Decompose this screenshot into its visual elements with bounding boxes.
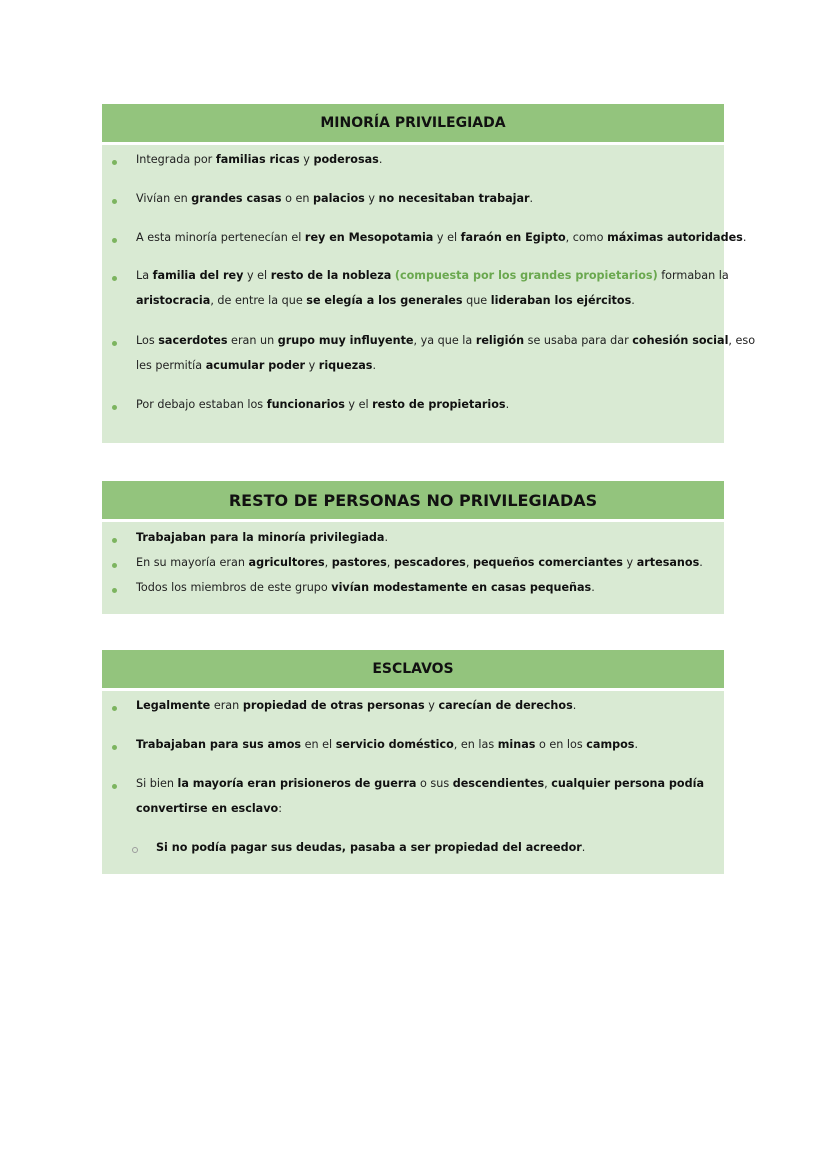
- bullet-dot: [112, 405, 117, 410]
- section-body: [102, 145, 756, 443]
- bullet-dot: [112, 588, 117, 593]
- sub-bullet-ring: [132, 847, 138, 853]
- text-run: o en: [281, 192, 314, 205]
- text-run: y: [364, 192, 379, 205]
- bold-text: acumular poder: [205, 359, 306, 372]
- sub-bullet-text: [156, 841, 585, 854]
- bold-text: agricultores: [248, 556, 325, 569]
- bold-text: convertirse en esclavo: [136, 802, 279, 815]
- text-run: La: [136, 269, 153, 282]
- bold-text: pescadores: [393, 556, 466, 569]
- bold-text: máximas autoridades: [607, 231, 743, 244]
- bullet-text: [136, 153, 382, 166]
- bullet-dot: [112, 276, 117, 281]
- bold-text: resto de la nobleza: [270, 269, 392, 282]
- bold-text: palacios: [313, 192, 365, 205]
- text-run: Todos los miembros de este grupo: [136, 581, 332, 594]
- bold-text: Si no podía pagar sus deudas, pasaba a ser propiedad del acreedor: [156, 841, 582, 854]
- bold-text: propiedad de otras personas: [242, 699, 425, 712]
- text-run: Integrada por: [136, 153, 216, 166]
- section-esclavos: [102, 650, 724, 874]
- bullet-text: [136, 581, 595, 594]
- text-run: se usaba para dar: [524, 334, 633, 347]
- text-run: , eso: [728, 334, 756, 347]
- section-header: ESCLAVOS: [102, 650, 724, 688]
- bold-text: sacerdotes: [158, 334, 228, 347]
- section-body: [102, 522, 724, 614]
- text-run: y el: [433, 231, 461, 244]
- text-run: .: [529, 192, 534, 205]
- text-run: .: [384, 531, 388, 544]
- bullet-dot: [112, 784, 117, 789]
- bold-text: Legalmente: [136, 699, 211, 712]
- text-run: y: [305, 359, 319, 372]
- bullet-text: [136, 777, 704, 790]
- bullet-text: [136, 738, 638, 751]
- text-run: y el: [344, 398, 373, 411]
- bullet-dot: [112, 563, 117, 568]
- text-run: eran: [210, 699, 243, 712]
- text-run: ,: [544, 777, 552, 790]
- highlight-text: (compuesta por los grandes propietarios): [394, 269, 658, 282]
- bullet-dot: [112, 341, 117, 346]
- bold-text: campos: [586, 738, 635, 751]
- bullet-text: [136, 334, 755, 347]
- bullet-text: [136, 699, 576, 712]
- bold-text: se elegía a los generales: [306, 294, 463, 307]
- text-run: .: [581, 841, 586, 854]
- text-run: Vivían en: [136, 192, 192, 205]
- bullet-text-continued: [136, 294, 635, 307]
- text-run: o sus: [416, 777, 453, 790]
- bold-text: pequeños comerciantes: [472, 556, 623, 569]
- section-minoria-privilegiada: [102, 104, 756, 443]
- section-body: [102, 691, 724, 874]
- bold-text: descendientes: [452, 777, 545, 790]
- text-run: Si bien: [136, 777, 178, 790]
- text-run: que: [462, 294, 491, 307]
- bold-text: vivían modestamente en casas pequeñas: [331, 581, 592, 594]
- text-run: y: [622, 556, 637, 569]
- text-run: formaban la: [657, 269, 729, 282]
- bold-text: religión: [475, 334, 525, 347]
- text-run: eran un: [227, 334, 278, 347]
- bullet-text-continued: [136, 359, 376, 372]
- bold-text: resto de propietarios: [372, 398, 506, 411]
- bullet-text: [136, 531, 388, 544]
- text-run: .: [372, 359, 376, 372]
- bold-text: poderosas: [313, 153, 379, 166]
- bullet-text: [136, 398, 509, 411]
- bullet-text: [136, 231, 746, 244]
- text-run: .: [631, 294, 635, 307]
- text-run: A esta minoría pertenecían el: [136, 231, 305, 244]
- bold-text: familias ricas: [215, 153, 300, 166]
- text-run: y: [299, 153, 314, 166]
- text-run: En su mayoría eran: [136, 556, 249, 569]
- section-header: MINORÍA PRIVILEGIADA: [102, 104, 724, 142]
- bold-text: cohesión social: [632, 334, 729, 347]
- text-run: .: [572, 699, 577, 712]
- bullet-text: [136, 269, 729, 282]
- text-run: y el: [243, 269, 271, 282]
- text-run: en el: [301, 738, 336, 751]
- bullet-text: [136, 192, 533, 205]
- bold-text: rey en Mesopotamia: [304, 231, 434, 244]
- text-run: .: [591, 581, 595, 594]
- text-run: .: [505, 398, 510, 411]
- text-run: :: [278, 802, 282, 815]
- bold-text: funcionarios: [266, 398, 345, 411]
- bold-text: riquezas: [318, 359, 373, 372]
- bullet-text-continued: [136, 802, 282, 815]
- text-run: Por debajo estaban los: [136, 398, 267, 411]
- bold-text: familia del rey: [152, 269, 244, 282]
- text-run: Los: [136, 334, 159, 347]
- bullet-dot: [112, 160, 117, 165]
- bold-text: lideraban los ejércitos: [490, 294, 632, 307]
- bold-text: pastores: [331, 556, 387, 569]
- bold-text: Trabajaban para sus amos: [136, 738, 302, 751]
- bold-text: no necesitaban trabajar: [378, 192, 530, 205]
- bold-text: minas: [497, 738, 536, 751]
- text-run: , en las: [453, 738, 498, 751]
- text-run: .: [634, 738, 639, 751]
- text-run: .: [699, 556, 703, 569]
- section-header: RESTO DE PERSONAS NO PRIVILEGIADAS: [102, 481, 724, 519]
- bold-text: servicio doméstico: [335, 738, 454, 751]
- section-no-privilegiadas: [102, 481, 724, 614]
- bold-text: cualquier persona podía: [551, 777, 705, 790]
- bold-text: aristocracia: [136, 294, 211, 307]
- bold-text: grupo muy influyente: [277, 334, 414, 347]
- bullet-dot: [112, 538, 117, 543]
- bullet-text: [136, 556, 703, 569]
- bold-text: Trabajaban para la minoría privilegiada: [136, 531, 385, 544]
- text-run: , de entre la que: [210, 294, 307, 307]
- text-run: , ya que la: [413, 334, 476, 347]
- text-run: , como: [565, 231, 608, 244]
- bullet-dot: [112, 199, 117, 204]
- bold-text: faraón en Egipto: [460, 231, 566, 244]
- text-run: .: [742, 231, 747, 244]
- bullet-dot: [112, 238, 117, 243]
- text-run: y: [424, 699, 439, 712]
- bold-text: artesanos: [636, 556, 700, 569]
- text-run: ,: [465, 556, 473, 569]
- bold-text: la mayoría eran prisioneros de guerra: [177, 777, 417, 790]
- bullet-dot: [112, 745, 117, 750]
- bold-text: grandes casas: [191, 192, 282, 205]
- text-run: ,: [386, 556, 394, 569]
- text-run: .: [378, 153, 383, 166]
- bullet-dot: [112, 706, 117, 711]
- bold-text: carecían de derechos: [438, 699, 573, 712]
- text-run: ,: [324, 556, 332, 569]
- text-run: les permitía: [136, 359, 206, 372]
- text-run: o en los: [535, 738, 587, 751]
